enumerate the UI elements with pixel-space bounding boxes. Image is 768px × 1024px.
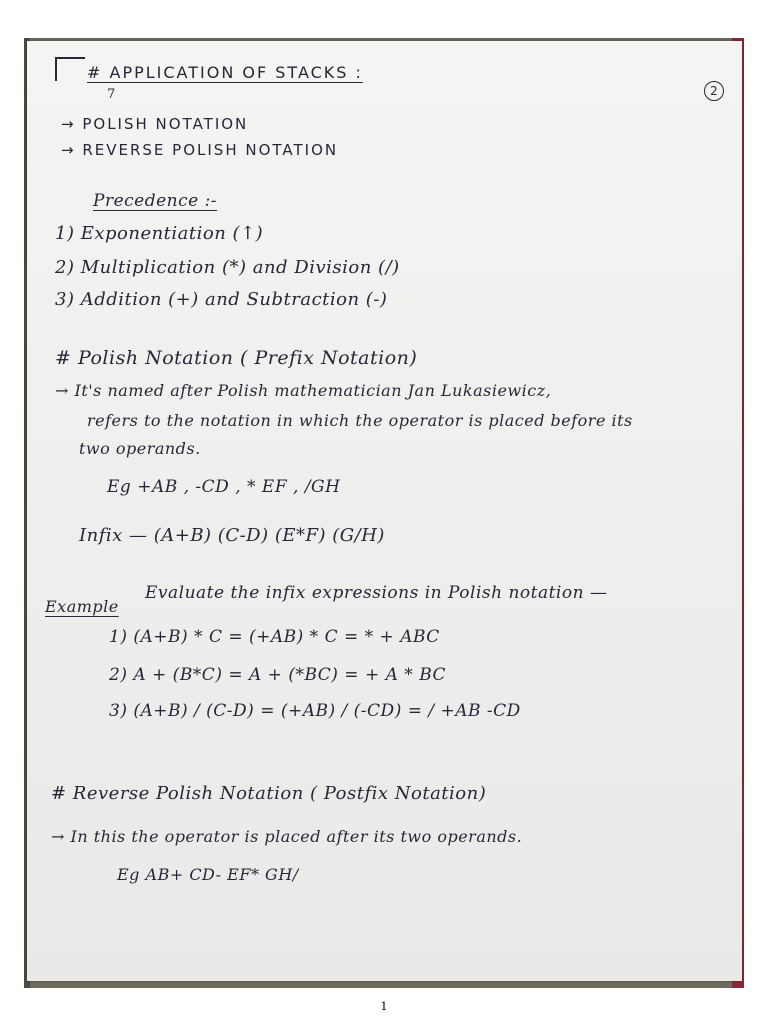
precedence-item: 3) Addition (+) and Subtraction (-) <box>55 289 388 310</box>
type-polish: → POLISH NOTATION <box>61 115 249 133</box>
polish-desc: → It's named after Polish mathematician Jan Lukasiewicz, <box>55 381 552 400</box>
rpn-heading: # Reverse Polish Notation ( Postfix Notation) <box>51 783 487 804</box>
example-label: Example <box>45 597 119 616</box>
rpn-desc: → In this the operator is placed after its two operands. <box>51 827 523 846</box>
page-marker: 2 <box>704 81 724 101</box>
example-item: 3) (A+B) / (C-D) = (+AB) / (-CD) = / +AB -CD <box>109 701 521 721</box>
polish-desc: two operands. <box>79 439 201 458</box>
postfix-examples: Eg AB+ CD- EF* GH/ <box>117 865 299 884</box>
precedence-item: 2) Multiplication (*) and Division (/) <box>55 257 400 278</box>
infix-examples: Infix — (A+B) (C-D) (E*F) (G/H) <box>79 525 385 546</box>
example-item: 2) A + (B*C) = A + (*BC) = + A * BC <box>109 665 447 685</box>
corner-mark <box>55 57 85 81</box>
precedence-heading: Precedence :- <box>93 191 218 211</box>
precedence-item: 1) Exponentiation (↑) <box>55 223 264 244</box>
page-title: # APPLICATION OF STACKS : <box>87 63 363 82</box>
polish-desc: refers to the notation in which the operator is placed before its <box>87 411 633 430</box>
prefix-examples: Eg +AB , -CD , * EF , /GH <box>107 477 341 497</box>
polish-heading: # Polish Notation ( Prefix Notation) <box>55 347 418 369</box>
page-number: 1 <box>380 1000 388 1013</box>
type-reverse-polish: → REVERSE POLISH NOTATION <box>61 141 339 159</box>
example-item: 1) (A+B) * C = (+AB) * C = * + ABC <box>109 627 440 647</box>
example-intro: Evaluate the infix expressions in Polish notation — <box>145 583 608 603</box>
title-sub: 7 <box>107 87 116 102</box>
notebook-photo <box>24 38 744 988</box>
handwritten-sheet <box>27 41 742 981</box>
